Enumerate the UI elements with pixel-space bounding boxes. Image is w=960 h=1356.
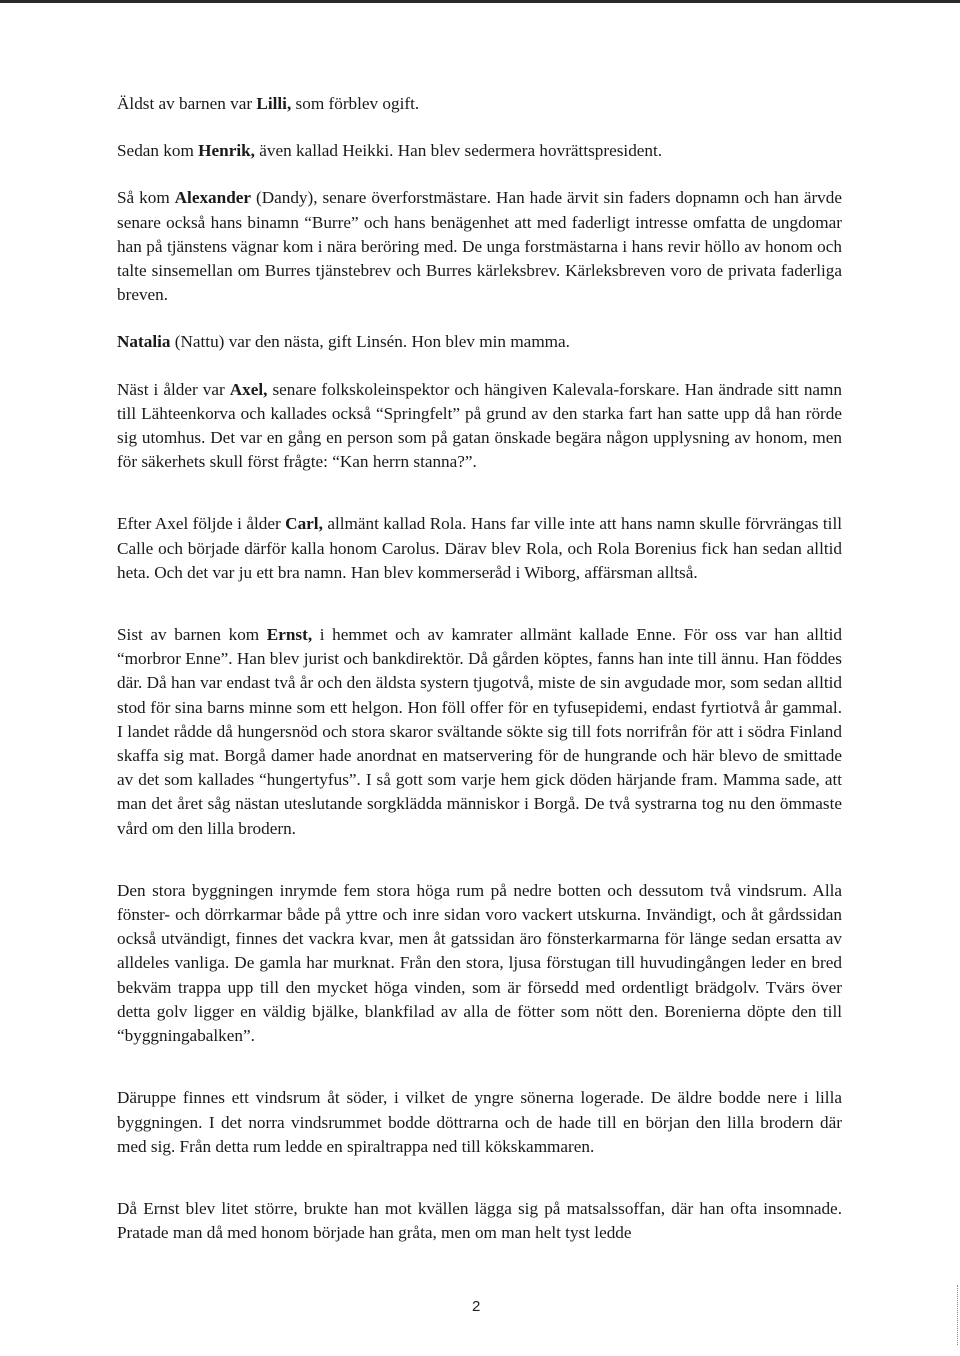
paragraph-text: (Nattu) var den nästa, gift Linsén. Hon blev min mamma.	[170, 332, 570, 352]
paragraph-text: Så kom	[117, 188, 175, 208]
scan-top-edge	[0, 0, 960, 3]
person-name-ernst: Ernst,	[266, 625, 313, 645]
paragraph-text: allmänt kallad Rola. Hans far ville inte att hans namn skulle förvrängas till Calle och började därför kalla honom Carolus. Därav blev Rola, och Rola Borenius fick han sedan alltid heta. Och det var ju ett bra namn. Han blev kommerseråd i Wiborg, affärsman alltså.	[117, 514, 842, 582]
paragraph-ernst	[117, 623, 842, 841]
paragraph-text: som förblev ogift.	[291, 94, 420, 113]
person-name-henrik: Henrik,	[198, 141, 255, 161]
paragraph-text: Sist av barnen kom	[117, 625, 267, 645]
paragraph-text: Äldst av barnen var	[117, 94, 257, 113]
paragraph-axel	[117, 378, 842, 475]
paragraph-text: senare folkskoleinspektor och hängiven Kalevala-forskare. Han ändrade sitt namn till Lähteenkorva och kallades också “Springfelt” på grund av den starka fart han satte upp då han rörde sig utomhus. Det var en gång en person som på gatan önskade begära någon upplysning av honom, men för säkerhets skull först frågte: “Kan herrn stanna?”.	[117, 379, 843, 472]
person-name-carl: Carl,	[285, 514, 323, 534]
paragraph-text: (Dandy), senare överforstmästare. Han hade ärvit sin faders dopnamn och han ärvde senare också hans binamn “Burre” och hans benägenhet att med faderligt intresse omfatta de ungdomar han på tjänstens vägnar kom i nära beröring med. De unga forstmästarna i hans revir höllo av honom och talte sinsemellan om Burres tjänstebrev och Burres kärleksbrev. Kärleksbreven voro de privata faderliga breven.	[117, 188, 842, 305]
document-body	[117, 92, 842, 1245]
person-name-alexander: Alexander	[174, 188, 252, 208]
paragraph-text: Den stora byggningen inrymde fem stora höga rum på nedre botten och dessutom två vindsrum. Alla fönster- och dörrkarmar både på yttre och inre sidan voro vackert utskurna. Invändigt, och åt gårdssidan också utvändigt, finnes det vackra kvar, men åt gatssidan äro fönsterkarmarna för länge sedan ersatta av alldeles vanliga. De gamla har murknat. Från den stora, ljusa förstugan till huvudingången leder en bred bekväm trappa upp till den mycket höga vinden, som är försedd med ordentligt brädgolv. Tvärs över detta golv ligger en väldig bjälke, blankfilad av alla de fötter som nött den. Borenierna döpte den till “byggningabalken”.	[117, 880, 842, 1046]
paragraph-text: Då Ernst blev litet större, brukte han mot kvällen lägga sig på matsalssoffan, där han ofta insomnade. Pratade man då med honom började han gråta, men om man helt tyst ledde	[117, 1198, 842, 1243]
scan-edge-marks	[955, 1285, 958, 1345]
paragraph-big-building	[117, 879, 842, 1048]
paragraph-text: även kallad Heikki. Han blev sedermera hovrättspresident.	[254, 141, 663, 161]
paragraph-attic-rooms	[117, 1086, 842, 1159]
paragraph-text: Sedan kom	[117, 141, 199, 161]
person-name-lilli: Lilli,	[256, 94, 292, 113]
person-name-natalia: Natalia	[117, 332, 171, 352]
paragraph-text: Däruppe finnes ett vindsrum åt söder, i vilket de yngre sönerna logerade. De äldre bodde nere i lilla byggningen. I det norra vindsrummet bodde döttrarna och de hade till en början den lilla brodern där med sig. Från detta rum ledde en spiraltrappa ned till kökskammaren.	[117, 1088, 842, 1156]
person-name-axel: Axel,	[229, 379, 268, 399]
paragraph-lilli	[117, 92, 842, 116]
paragraph-text: Näst i ålder var	[117, 379, 230, 399]
paragraph-text: Efter Axel följde i ålder	[117, 514, 286, 534]
page-number: 2	[472, 1298, 481, 1315]
paragraph-alexander	[117, 186, 842, 307]
paragraph-text: i hemmet och av kamrater allmänt kallade Enne. För oss var han alltid “morbror Enne”. Han blev jurist och bankdirektör. Då gården köptes, fanns han inte till ännu. Han föddes där. Då han var endast två år och den äldsta systern tjugotvå, miste de sin avgudade mor, som sedan alltid stod för sina barns minne som ett helgon. Hon föll offer för en tyfusepidemi, endast fyrtiotvå år gammal. I landet rådde då hungersnöd och stora skaror svältande sökte sig till fots norrifrån för att i södra Finland skaffa sig mat. Borgå damer hade anordnat en matservering för de hungrande och här blevo de smittade av det som kallades “hungertyfus”. I så gott som varje hem gick döden härjande fram. Mamma sade, att man det året såg nästan uteslutande sorgklädda människor i Borgå. De två systrarna tog nu den ömmaste vård om den lilla brodern.	[117, 625, 842, 838]
paragraph-carl	[117, 512, 842, 585]
paragraph-henrik	[117, 139, 842, 163]
paragraph-ernst-evening	[117, 1197, 842, 1245]
paragraph-natalia	[117, 330, 842, 354]
